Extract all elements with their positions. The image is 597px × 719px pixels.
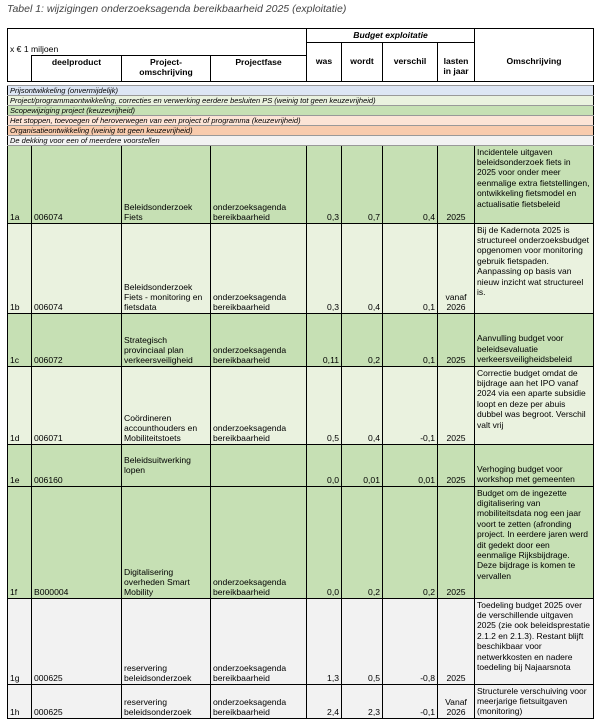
lasten-cell: 2025 — [438, 313, 475, 366]
row-id: 1d — [8, 366, 32, 444]
wordt-cell: 0,5 — [342, 598, 383, 684]
wordt-cell: 0,01 — [342, 444, 383, 486]
deelproduct-cell: 006074 — [32, 223, 122, 313]
row-id: 1f — [8, 486, 32, 598]
col-wordt: wordt — [342, 55, 383, 81]
table-row — [8, 598, 594, 684]
legend-item: Scopewijziging project (keuzevrijheid) — [8, 105, 594, 115]
row-id: 1c — [8, 313, 32, 366]
projectfase-cell — [211, 444, 307, 486]
was-cell: 0,5 — [307, 366, 342, 444]
omschrijving-cell: Verhoging budget voor workshop met gemeenten — [475, 444, 594, 486]
col-projectfase: Projectfase — [211, 55, 307, 81]
row-id: 1a — [8, 145, 32, 223]
budget-table — [7, 28, 594, 719]
wordt-cell: 0,4 — [342, 223, 383, 313]
omschrijving-cell: Bij de Kadernota 2025 is structureel onderzoeksbudget opgenomen voor monitoring gebruik fietspaden. Aanpassing op basis van nieuw inzicht wat structureel is. — [475, 223, 594, 313]
verschil-cell: 0,1 — [383, 223, 438, 313]
legend-item: Project/programmaontwikkeling, correcties en verwerking eerdere besluiten PS (weinig tot geen keuzevrijheid) — [8, 95, 594, 105]
project-cell: Beleidsuitwerking lopen — [122, 444, 211, 486]
wordt-cell: 2,3 — [342, 684, 383, 718]
wordt-cell: 0,2 — [342, 486, 383, 598]
omschrijving-cell: Toedeling budget 2025 over de verschillende uitgaven 2025 (zie ook beleidsprestatie 2.1.2 en 2.1.3). Restant blijft beschikbaar voor netwerkkosten en nadere toedeling bij Najaarsnota — [475, 598, 594, 684]
table-cell — [475, 43, 594, 56]
legend-item: Organisatieontwikkeling (weinig tot geen keuzevrijheid) — [8, 125, 594, 135]
deelproduct-cell: 000625 — [32, 684, 122, 718]
table-cell — [8, 55, 32, 81]
table-row — [8, 486, 594, 598]
table-cell — [383, 43, 438, 56]
table-cell — [307, 43, 342, 56]
col-projectomschrijving: Project- omschrijving — [122, 55, 211, 81]
verschil-cell: -0,1 — [383, 684, 438, 718]
verschil-cell: -0,8 — [383, 598, 438, 684]
row-id: 1g — [8, 598, 32, 684]
projectfase-cell: onderzoeksagenda bereikbaarheid — [211, 313, 307, 366]
table-row — [8, 444, 594, 486]
projectfase-cell: onderzoeksagenda bereikbaarheid — [211, 598, 307, 684]
omschrijving-cell: Correctie budget omdat de bijdrage aan het IPO vanaf 2024 via een aparte subsidie loopt en deze per abuis dubbel was begroot. Verschil valt vrij — [475, 366, 594, 444]
verschil-cell: 0,1 — [383, 313, 438, 366]
verschil-cell: 0,2 — [383, 486, 438, 598]
header-blank-right — [475, 29, 594, 43]
lasten-cell: 2025 — [438, 598, 475, 684]
verschil-cell: -0,1 — [383, 366, 438, 444]
deelproduct-cell: 000625 — [32, 598, 122, 684]
omschrijving-cell: Incidentele uitgaven beleidsonderzoek fiets in 2025 voor onder meer eenmalige extra fietstellingen, ontwikkeling fietsmodel en actualisatie fietsbeleid — [475, 145, 594, 223]
was-cell: 2,4 — [307, 684, 342, 718]
project-cell: Beleidsonderzoek Fiets - monitoring en fietsdata — [122, 223, 211, 313]
unit-label: x € 1 miljoen — [8, 43, 307, 56]
lasten-cell: 2025 — [438, 486, 475, 598]
row-id: 1b — [8, 223, 32, 313]
project-cell: reservering beleidsonderzoek — [122, 598, 211, 684]
was-cell: 0,3 — [307, 145, 342, 223]
deelproduct-cell: 006071 — [32, 366, 122, 444]
table-row — [8, 145, 594, 223]
table-cell — [342, 43, 383, 56]
was-cell: 0,0 — [307, 486, 342, 598]
col-deelproduct: deelproduct — [32, 55, 122, 81]
header-blank — [8, 29, 307, 43]
col-verschil: verschil — [383, 55, 438, 81]
wordt-cell: 0,7 — [342, 145, 383, 223]
table-cell — [438, 43, 475, 56]
lasten-cell: Vanaf 2026 — [438, 684, 475, 718]
lasten-cell: 2025 — [438, 444, 475, 486]
projectfase-cell: onderzoeksagenda bereikbaarheid — [211, 145, 307, 223]
lasten-cell: vanaf 2026 — [438, 223, 475, 313]
legend-item: De dekking voor een of meerdere voorstellen — [8, 135, 594, 145]
was-cell: 0,3 — [307, 223, 342, 313]
project-cell: Strategisch provinciaal plan verkeersveiligheid — [122, 313, 211, 366]
verschil-cell: 0,01 — [383, 444, 438, 486]
verschil-cell: 0,4 — [383, 145, 438, 223]
omschrijving-cell: Structurele verschuiving voor meerjarige fietsuitgaven (monitoring) — [475, 684, 594, 718]
project-cell: Beleidsonderzoek Fiets — [122, 145, 211, 223]
col-omschrijving: Omschrijving — [475, 55, 594, 81]
was-cell: 1,3 — [307, 598, 342, 684]
table-caption: Tabel 1: wijzigingen onderzoeksagenda bereikbaarheid 2025 (exploitatie) — [7, 3, 347, 15]
projectfase-cell: onderzoeksagenda bereikbaarheid — [211, 486, 307, 598]
table-row — [8, 313, 594, 366]
projectfase-cell: onderzoeksagenda bereikbaarheid — [211, 366, 307, 444]
omschrijving-cell: Aanvulling budget voor beleidsevaluatie verkeersveiligheidsbeleid — [475, 313, 594, 366]
legend-item: Het stoppen, toevoegen of heroverwegen van een project of programma (keuzevrijheid) — [8, 115, 594, 125]
lasten-cell: 2025 — [438, 366, 475, 444]
deelproduct-cell: 006072 — [32, 313, 122, 366]
wordt-cell: 0,4 — [342, 366, 383, 444]
wordt-cell: 0,2 — [342, 313, 383, 366]
deelproduct-cell: 006074 — [32, 145, 122, 223]
was-cell: 0,11 — [307, 313, 342, 366]
project-cell: Digitalisering overheden Smart Mobility — [122, 486, 211, 598]
project-cell: reservering beleidsonderzoek — [122, 684, 211, 718]
table-row — [8, 366, 594, 444]
col-lasten: lasten in jaar — [438, 55, 475, 81]
budget-group-header: Budget exploitatie — [307, 29, 475, 43]
col-was: was — [307, 55, 342, 81]
deelproduct-cell: B000004 — [32, 486, 122, 598]
was-cell: 0,0 — [307, 444, 342, 486]
table-row — [8, 223, 594, 313]
project-cell: Coördineren accounthouders en Mobiliteitstoets — [122, 366, 211, 444]
table-row — [8, 684, 594, 718]
legend-item: Prijsontwikkeling (onvermijdelijk) — [8, 85, 594, 95]
row-id: 1e — [8, 444, 32, 486]
projectfase-cell: onderzoeksagenda bereikbaarheid — [211, 684, 307, 718]
row-id: 1h — [8, 684, 32, 718]
projectfase-cell: onderzoeksagenda bereikbaarheid — [211, 223, 307, 313]
omschrijving-cell: Budget om de ingezette digitalisering van mobiliteitsdata nog een jaar voort te zetten (afronding project. In eerdere jaren werd dit gedekt door een eenmalige Rijksbijdrage. Deze bijdrage is komen te vervallen — [475, 486, 594, 598]
lasten-cell: 2025 — [438, 145, 475, 223]
deelproduct-cell: 006160 — [32, 444, 122, 486]
